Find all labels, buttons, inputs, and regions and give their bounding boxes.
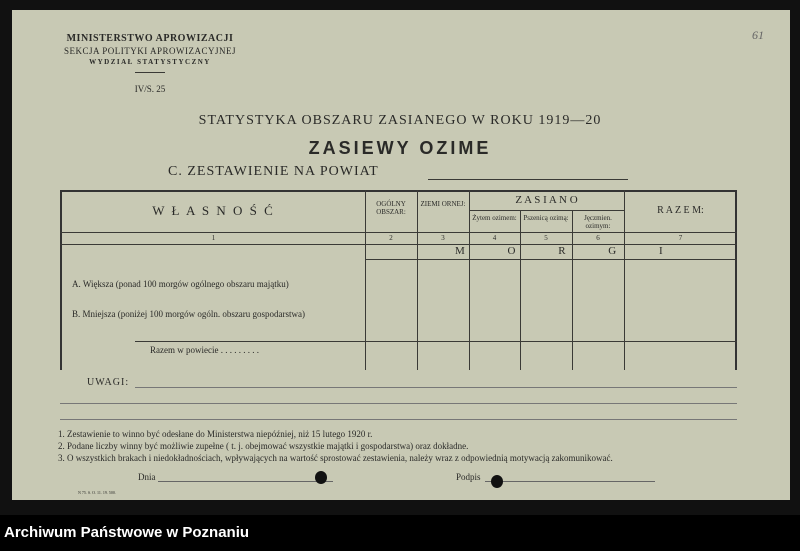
ornament-divider [135,72,165,73]
punch-hole [491,475,503,488]
signature-field[interactable] [485,481,655,482]
column-header-jeczmien: Jęczmien. ozimym: [584,214,612,230]
note-1: 1. Zestawienie to winno być odesłane do Ministerstwa niepóźniej, niż 15 lutego 1920 r. [58,429,373,439]
column-header-zasiano: Z A S I A N O [515,194,578,206]
column-header-pszenica: Pszenicą ozimą: [523,214,569,222]
corner-mark: 61 [752,28,764,42]
column-header-ogolny-obszar: OGÓLNY OBSZAR: [376,200,406,216]
column-number: 3 [441,234,445,242]
row-label-mniejsza: B. Mniejsza (poniżej 100 morgów ogóln. obszaru gospodarstwa) [72,309,306,319]
date-field[interactable] [158,481,333,482]
powiat-field[interactable] [428,179,628,180]
print-mark: N 75. S. O. 11. 19. 500. [78,490,116,495]
form-code: IV/S. 25 [134,84,166,94]
remarks-line[interactable] [60,403,737,404]
column-header-zytem: Żytem ozimem: [472,214,517,222]
column-header-wlasnosc: W Ł A S N O Ś Ć [152,203,275,218]
remarks-line[interactable] [135,387,737,388]
archive-caption-bar [0,515,800,551]
remarks-label: UWAGI: [87,377,130,388]
column-number: 5 [544,234,548,242]
column-number: 4 [492,234,497,242]
section-name: SEKCJA POLITYKI APROWIZACYJNEJ [63,46,236,56]
document-subtitle: ZASIEWY OZIME [308,138,492,158]
note-3: 3. O wszystkich brakach i niedokładnościach, wpływających na wartość sprostować zestawienia, należy wraz z odpowiednią motywacją zakomunikować. [58,453,613,463]
column-number: 2 [389,234,393,242]
archive-caption: Archiwum Państwowe w Poznaniu [4,524,250,541]
remarks-line[interactable] [60,419,737,420]
column-number: 1 [211,234,216,242]
column-number: 6 [596,234,600,242]
row-label-razem: Razem w powiecie . . . . . . . . . [150,345,259,355]
unit-label-morgi: M O R G I [455,245,663,257]
date-label: Dnia [138,472,156,482]
department-name: WYDZIAŁ STATYSTYCZNY [89,58,211,66]
row-label-wieksza: A. Większa (ponad 100 morgów ogólnego obszaru majątku) [72,279,289,289]
signature-label: Podpis [456,472,481,482]
column-header-ziemi-ornej: ZIEMI ORNEJ: [420,200,466,208]
column-number: 7 [678,234,683,242]
column-header-razem: R A Z E M: [657,205,704,216]
note-2: 2. Podane liczby winny być możliwie zupełne ( t. j. obejmować wszystkie majątki i gospodarstwa) oraz dokładne. [58,441,469,451]
punch-hole [315,471,327,484]
form-line-label: C. ZESTAWIENIE NA POWIAT [168,164,379,179]
ministry-name: MINISTERSTWO APROWIZACJI [66,33,234,44]
document-title: STATYSTYKA OBSZARU ZASIANEGO W ROKU 1919—20 [198,113,602,128]
